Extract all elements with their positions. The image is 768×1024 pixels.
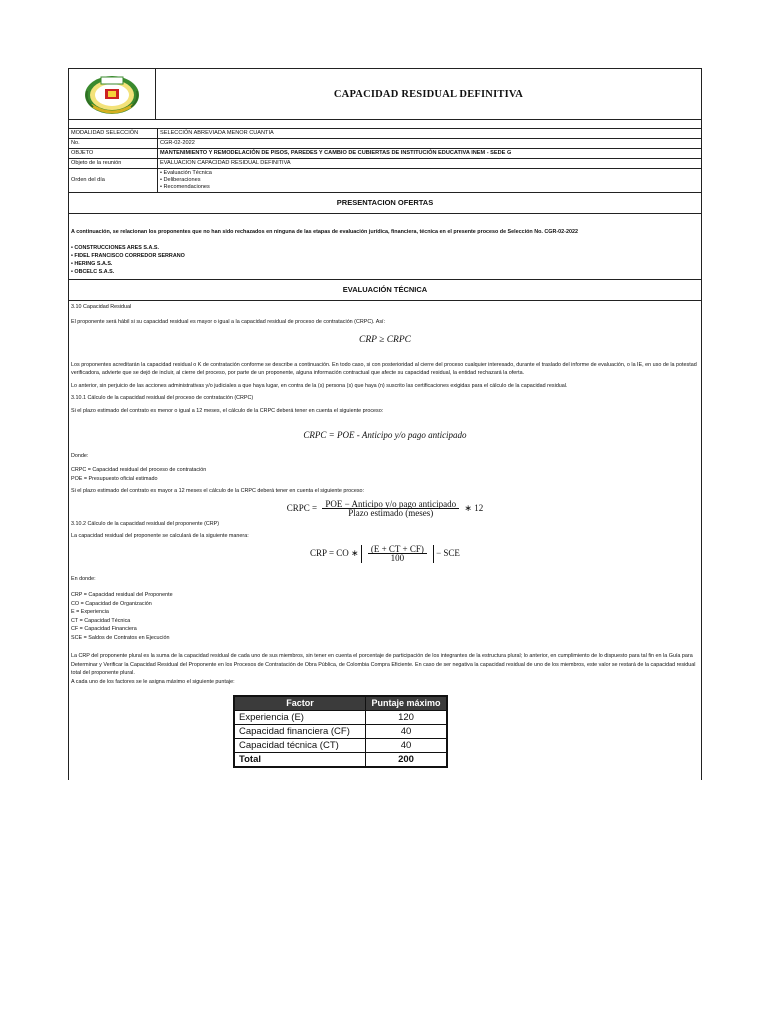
column-header: Factor [234,696,366,710]
definition: CRPC = Capacidad residual del proceso de contratación [71,467,207,473]
document-frame [68,68,702,780]
paragraph: Lo anterior, sin perjuicio de las acciones administrativas y/o judiciales a que haya lugar, en contra de la (s) persona (s) que haya (n) suscrito las certificaciones exigidas para el cálculo de la capacidad residual. [71,382,568,389]
definition: CT = Capacidad Técnica [71,617,131,624]
definition: SCE = Saldos de Contratos en Ejecución [71,634,170,641]
fraction-numerator: (E + CT + CF) [368,545,427,555]
factor-cell: Capacidad financiera (CF) [234,724,366,738]
formula-part: − SCE [436,547,460,558]
factor-cell: Capacidad técnica (CT) [234,738,366,752]
info-key: Orden del día [69,169,158,193]
table-total-row [234,752,447,767]
orden-list [158,169,702,193]
paragraph: La capacidad residual del proponente se calculará de la siguiente manera: [71,533,249,539]
bracket [361,545,434,563]
fraction-denominator: 100 [390,553,405,563]
formula-crpc: CRPC = POE - Anticipo y/o pago anticipado [303,430,467,440]
label: En donde: [71,575,96,582]
value-cell: 120 [366,710,448,724]
total-value: 200 [366,752,448,767]
table-row [69,139,701,149]
presentacion-body [69,214,701,280]
section-heading-presentacion: PRESENTACION OFERTAS [69,193,701,214]
formula-crpc-long [71,500,699,518]
paragraph: La CRP del proponente plural es la suma de la capacidad residual de cada uno de sus miembros, sin tener en cuenta el porcentaje de participación de los integrantes de la estructura plural; lo anterior, en cumplimiento de lo dispuesto para tal fin en la Guía para Determinar y Verificar la Capacidad Residual del Proponente en los Procesos de Contratación de Obra Pública, de Colombia Compra Eficiente. En caso de ser negativa la capacidad residual de uno de los miembros, este valor se restará de la capacidad residual total del proponente plural. [71,653,696,676]
info-value: EVALUACION CAPACIDAD RESIDUAL DEFINITIVA [158,159,702,169]
table-header-row [234,696,447,710]
paragraph: A cada uno de los factores se le asigna máximo el siguiente puntaje: [71,678,235,685]
formula-part: CRP = CO ∗ [310,547,359,558]
info-value: CGR-02-2022 [158,139,702,149]
paragraph: Los proponentes acreditarán la capacidad residual o K de contratación conforme se describe a continuación. En todo caso, si con posterioridad al cierre del proceso cualquier interesado, durante el traslado del informe de evaluación, o la IE, en uso de la potestad verificadora, advierte que se dejó de incluir, al cierre del proceso, por parte de un proponente, alguna información contractual que afecte su capacidad residual, la entidad rechazará la oferta. [71,361,697,376]
list-item: • HERING S.A.S. [71,261,113,267]
definition: CRP = Capacidad residual del Proponente [71,592,173,598]
document-header [69,69,701,120]
table-row [69,149,701,159]
definition: CF = Capacidad Financiera [71,626,137,632]
evaluacion-body [69,301,701,780]
table-row [69,159,701,169]
formula-crp: CRP ≥ CRPC [358,335,411,345]
factor-cell: Experiencia (E) [234,710,366,724]
table-row [234,738,447,752]
info-value: MANTENIMIENTO Y REMODELACIÓN DE PISOS, PAREDES Y CAMBIO DE CUBIERTAS DE INSTITUCIÓN EDUCATIVA INEM - SEDE G [158,149,702,159]
list-item: • Evaluación Técnica [160,170,212,176]
info-value: SELECCIÓN ABREVIADA MENOR CUANTIA [158,129,702,139]
definition: POE = Presupuesto oficial estimado [71,475,158,482]
value-cell: 40 [366,738,448,752]
formula-part: CRPC = [286,502,318,513]
total-label: Total [234,752,366,767]
fraction [368,545,427,563]
logo-cell [69,69,156,119]
section-heading-evaluacion: EVALUACIÓN TÉCNICA [69,280,701,301]
list-item: • CONSTRUCCIONES ARES S.A.S. [71,245,159,251]
paragraph: Si el plazo estimado del contrato es menor o igual a 12 meses, el cálculo de la CRPC deberá tener en cuenta el siguiente proceso: [71,407,384,414]
list-item: • OBCELC S.A.S. [71,269,115,275]
label: Donde: [71,452,89,459]
presentacion-intro: A continuación, se relacionan los proponentes que no han sido rechazados en ninguna de las etapas de evaluación jurídica, financiera, técnica en el presente proceso de Selección No. CGR-02-2022 [71,229,578,235]
formula-crp-long [71,545,699,563]
subsection-title: 3.10 Capacidad Residual [71,304,132,310]
info-key: No. [69,139,158,149]
paragraph: Si el plazo estimado del contrato es mayor a 12 meses el cálculo de la CRPC deberá tener en cuenta el siguiente proceso: [71,488,365,494]
fraction-numerator: POE − Anticipo y/o pago anticipado [322,500,459,510]
table-row [69,129,701,139]
document-title: CAPACIDAD RESIDUAL DEFINITIVA [333,88,524,100]
info-table [69,129,701,193]
fraction [322,500,459,518]
fraction-denominator: Plazo estimado (meses) [348,508,434,518]
column-header: Puntaje máximo [366,696,448,710]
table-row [69,169,701,193]
table-row [234,724,447,738]
list-item: • Recomendaciones [160,184,210,190]
definition: E = Experiencia [71,609,109,615]
formula-part: ∗ 12 [464,502,484,513]
table-row [234,710,447,724]
list-item: • FIDEL FRANCISCO CORREDOR SERRANO [71,253,185,259]
paragraph: El proponente será hábil si su capacidad residual es mayor o igual a la capacidad residual de proceso de contratación (CRPC). Así: [71,318,386,325]
subsection-title: 3.10.2 Cálculo de la capacidad residual del proponente (CRP) [71,520,220,527]
value-cell: 40 [366,724,448,738]
list-item: • Deliberaciones [160,177,201,183]
info-key: Objeto de la reunión [69,159,158,169]
inem-logo-icon [77,71,147,117]
info-key: OBJETO [69,149,158,159]
score-table [233,695,448,768]
definition: CO = Capacidad de Organización [71,600,152,607]
subsection-title: 3.10.1 Cálculo de la capacidad residual del proceso de contratación (CRPC) [71,395,254,401]
info-key: MODALIDAD SELECCIÓN [69,129,158,139]
